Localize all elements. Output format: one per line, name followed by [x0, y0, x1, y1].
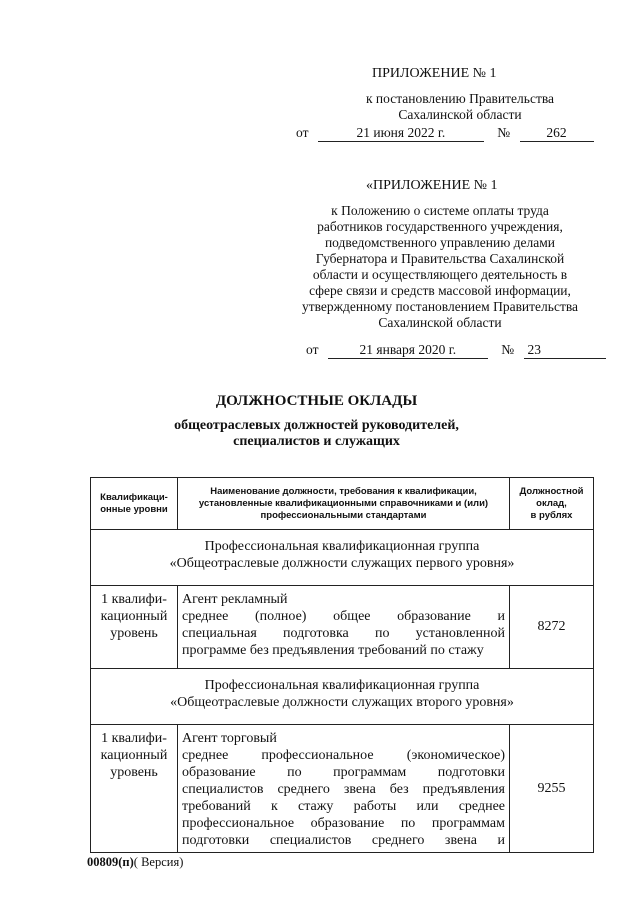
group-row: [91, 530, 594, 586]
appendix-1-line-1: к постановлению Правительства: [365, 91, 555, 106]
appendix-2-line: Губернатора и Правительства Сахалинской: [315, 251, 565, 266]
table-header-row: [91, 478, 594, 530]
group-row: [91, 669, 594, 725]
document-footer: [87, 855, 183, 870]
appendix-2-number: 23: [524, 342, 606, 359]
appendix-2-line: сфере связи и средств массовой информации,: [309, 283, 571, 298]
from-label: от: [306, 342, 319, 357]
header-qualification-levels: Квалификаци- онные уровни: [91, 478, 178, 530]
appendix-2-date: 21 января 2020 г.: [328, 342, 488, 359]
document-subtitle: [0, 418, 633, 450]
number-label: №: [501, 342, 515, 357]
group-title-first-level: Профессиональная квалификационная группа «Общеотраслевые должности служащих первого уровня»: [91, 530, 594, 586]
appendix-2-text: [270, 203, 610, 331]
appendix-2-line: подведомственного управлению делами: [324, 235, 556, 250]
subtitle-line-1: общеотраслевых должностей руководителей,: [174, 418, 459, 433]
group-title-second-level: Профессиональная квалификационная группа «Общеотраслевые должности служащих второго уровня»: [91, 669, 594, 725]
salary-value: 8272: [510, 586, 594, 669]
appendix-2-line: к Положению о системе оплаты труда: [331, 203, 549, 218]
appendix-1-title: ПРИЛОЖЕНИЕ № 1: [372, 66, 497, 81]
document-version: ( Версия): [133, 855, 184, 869]
appendix-1-date: 21 июня 2022 г.: [318, 125, 484, 142]
table-row: [91, 586, 594, 669]
qualification-level: 1 квалифи- кационный уровень: [91, 586, 178, 669]
subtitle-line-2: специалистов и служащих: [233, 434, 400, 449]
qualification-level: 1 квалифи- кационный уровень: [91, 725, 178, 853]
appendix-2-line: утвержденному постановлением Правительства: [301, 299, 579, 314]
appendix-2-title: «ПРИЛОЖЕНИЕ № 1: [366, 178, 498, 193]
salary-table: [90, 477, 594, 853]
salary-value: 9255: [510, 725, 594, 853]
header-position-name: Наименование должности, требования к квалификации, установленные квалификационными справочниками и (или) профессиональными стандартами: [178, 478, 510, 530]
from-label: от: [296, 125, 309, 140]
appendix-1-date-row: [296, 125, 596, 142]
header-salary: Должностной оклад, в рублях: [510, 478, 594, 530]
position-description: Агент торговый среднее профессиональное (экономическое) образование по программам подготовки специалистов среднего звена без предъявления требований к стажу работы или среднее профессиональное образование по программам подготовки специалистов среднего звена и: [178, 725, 510, 853]
appendix-2-date-row: [306, 342, 606, 359]
number-label: №: [497, 125, 511, 140]
document-code: 00809(п): [87, 855, 134, 869]
position-description: Агент рекламный среднее (полное) общее образование и специальная подготовка по установленной программе без предъявления требований по стажу: [178, 586, 510, 669]
appendix-1-line-2: Сахалинской области: [398, 107, 522, 122]
appendix-2-line: Сахалинской области: [378, 315, 502, 330]
appendix-2-line: работников государственного учреждения,: [317, 219, 563, 234]
appendix-2-line: области и осуществляющего деятельность в: [312, 267, 568, 282]
appendix-1-number: 262: [520, 125, 594, 142]
document-title: ДОЛЖНОСТНЫЕ ОКЛАДЫ: [215, 393, 418, 409]
table-row: [91, 725, 594, 853]
